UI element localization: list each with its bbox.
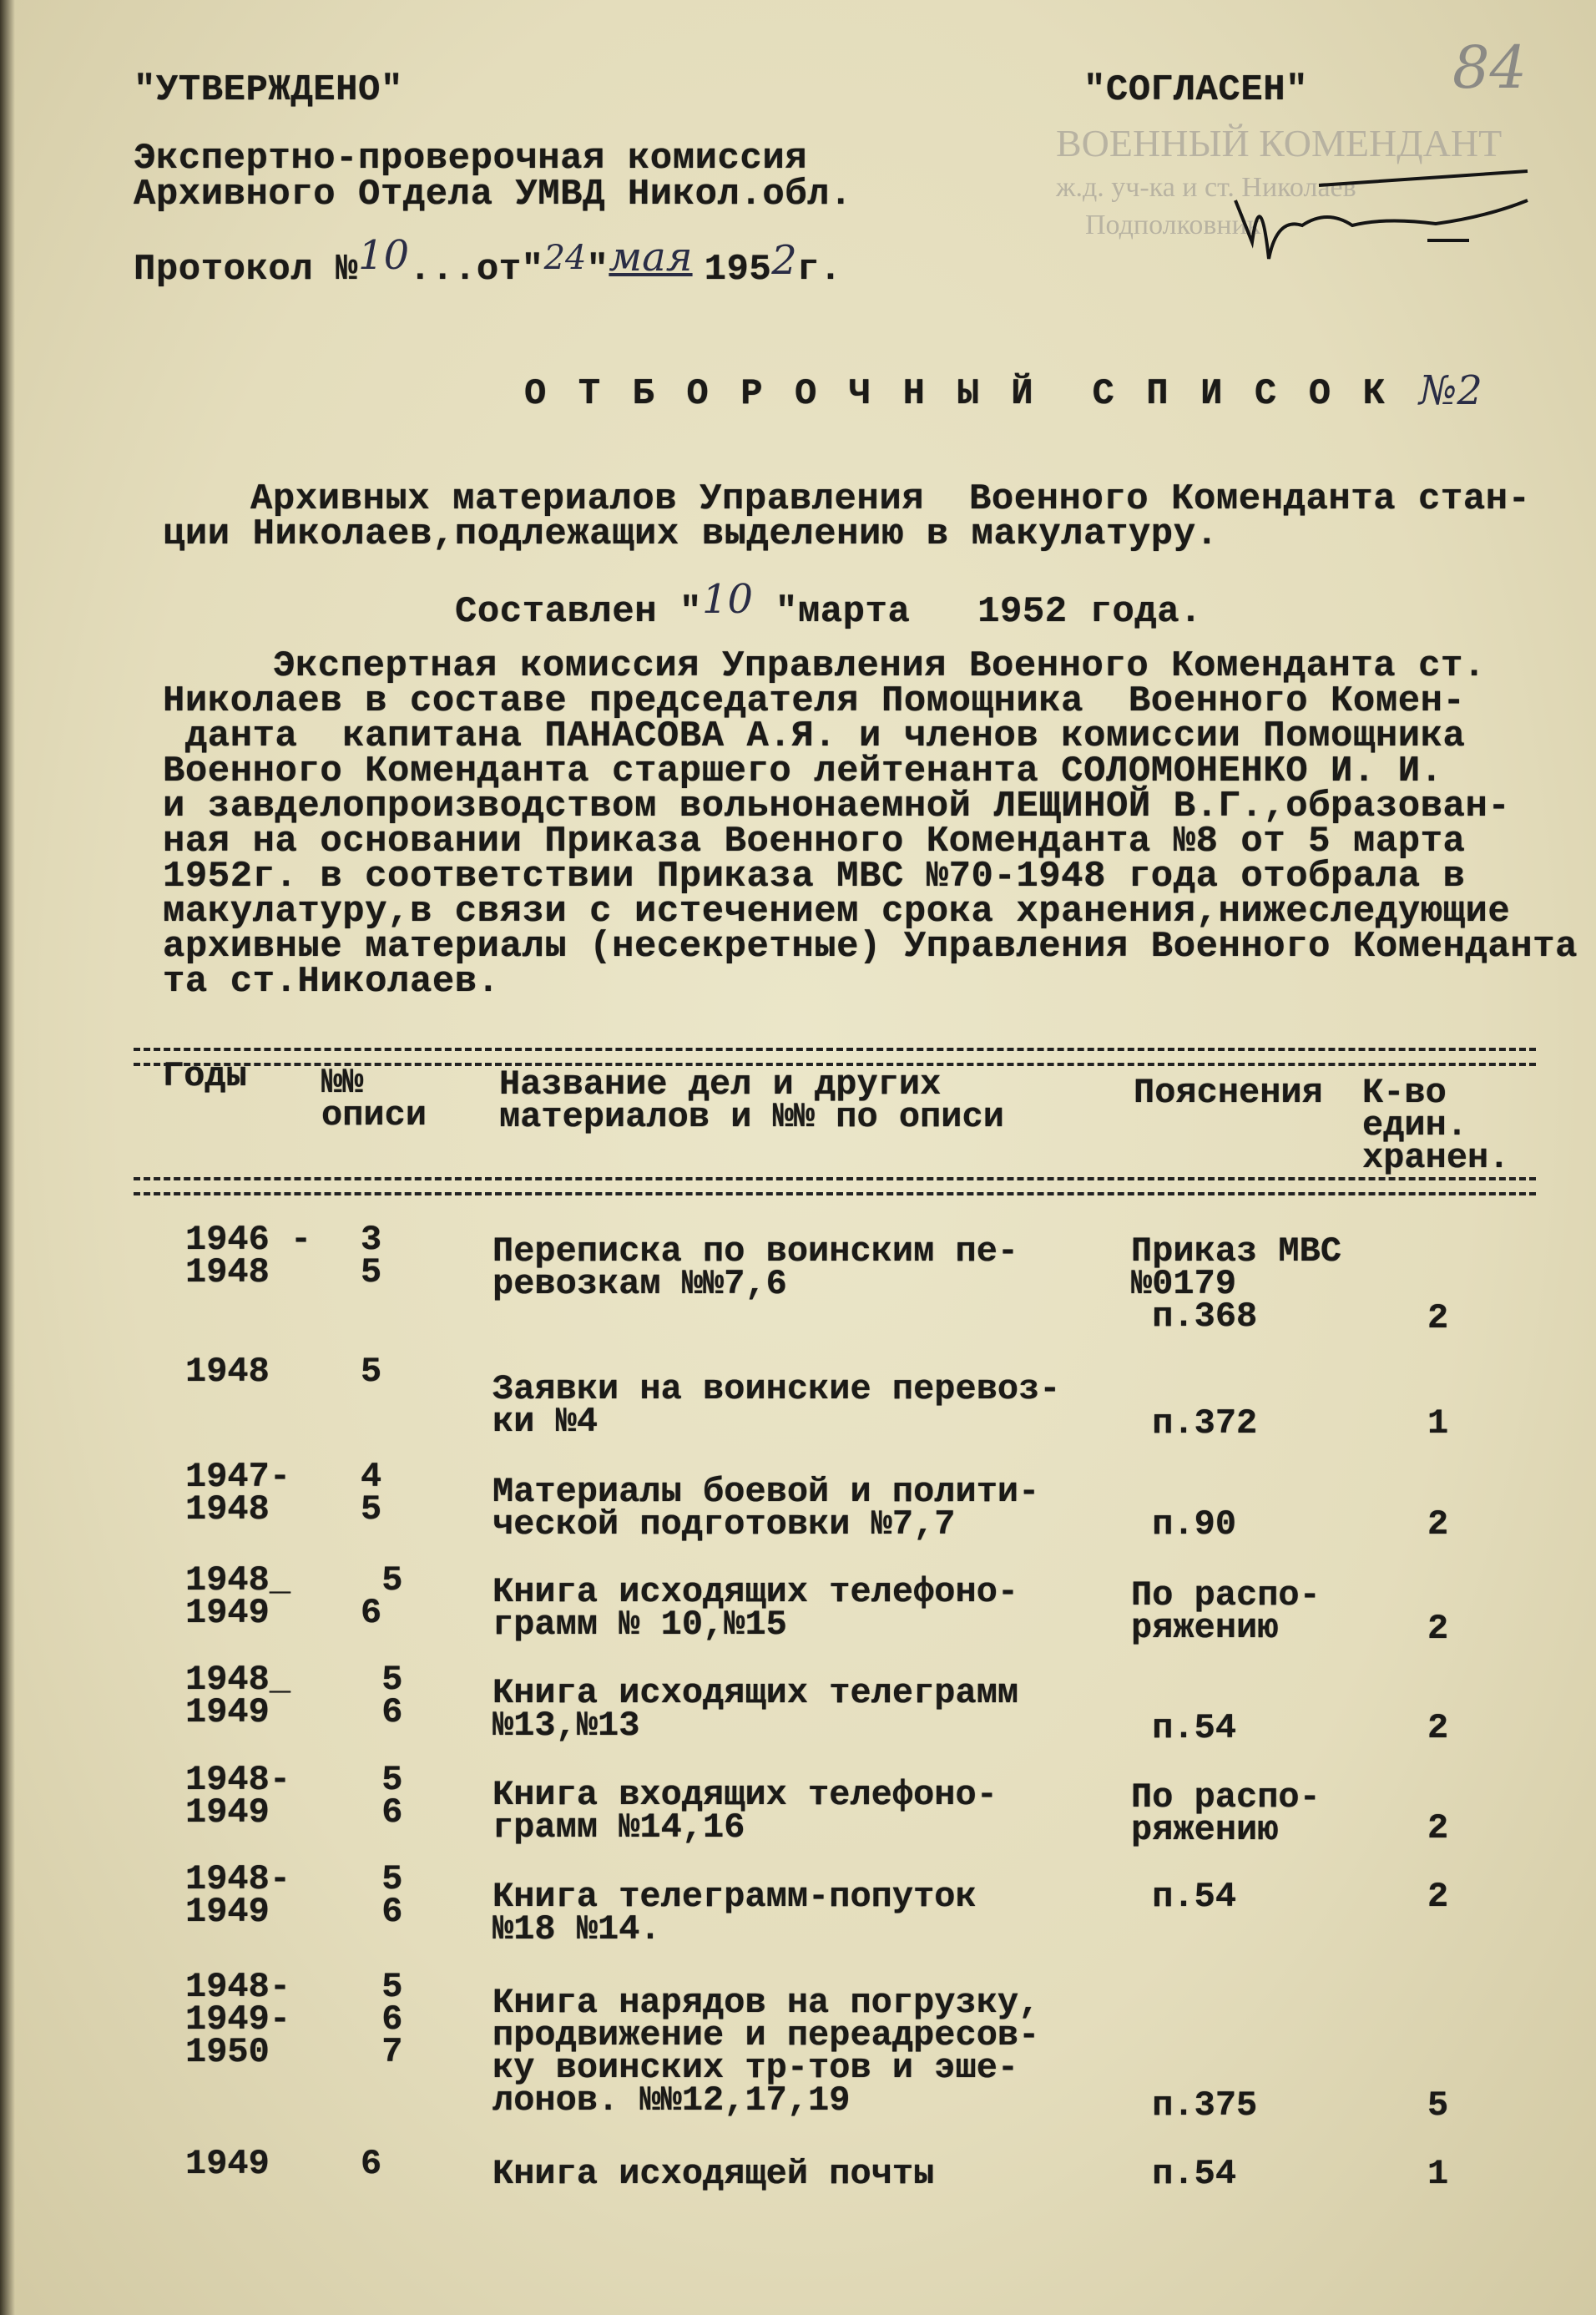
cell-notes: п.54 <box>1131 1877 1237 1917</box>
body-line: Военного Коменданта старшего лейтенанта СОЛОМОНЕНКО И. И. <box>163 751 1443 792</box>
cell-qty: 2 <box>1427 1708 1449 1748</box>
body-line: та ст.Николаев. <box>163 961 500 1003</box>
protocol-year-digit: 2 <box>771 237 797 284</box>
protocol-line <box>134 232 842 291</box>
subtitle-line-2: ции Николаев,подлежащих выделению в макулатуру. <box>163 513 1219 555</box>
body-line: ная на основании Приказа Военного Коменданта №8 от 5 марта <box>163 821 1466 862</box>
cell-inventory: 5 <box>361 1352 382 1392</box>
protocol-number: 10 <box>358 232 410 279</box>
cell-inventory: 4 5 <box>361 1457 382 1529</box>
cell-years: 1948- 1949 <box>185 1859 291 1932</box>
body-line: и завделопроизводством вольнонаемной ЛЕЩИНОЙ В.Г.,образован- <box>163 786 1511 827</box>
cell-notes: п.90 <box>1131 1504 1237 1544</box>
approved-label: "УТВЕРЖДЕНО" <box>134 69 403 111</box>
cell-title: Книга входящих телефоно- грамм №14,16 <box>492 1775 998 1847</box>
header-inventory: №№ описи <box>321 1063 427 1135</box>
body-line: Экспертная комиссия Управления Военного Коменданта ст. <box>273 645 1486 687</box>
protocol-year-suffix: г. <box>796 249 842 291</box>
subtitle-line-1: Архивных материалов Управления Военного Коменданта стан- <box>250 478 1531 520</box>
cell-inventory: 5 6 <box>361 1560 403 1633</box>
compiled-line <box>455 576 1203 633</box>
body-line: данта капитана ПАНАСОВА А.Я. и членов комиссии Помощника <box>163 715 1466 757</box>
stamp-line-2: ж.д. уч-ка и ст. Николаев <box>1056 172 1356 203</box>
cell-years: 1948_ 1949 <box>185 1660 291 1732</box>
signature <box>1219 167 1553 267</box>
cell-title: Заявки на воинские перевоз- ки №4 <box>492 1369 1061 1442</box>
cell-qty: 1 <box>1427 2154 1449 2194</box>
cell-title: Книга исходящих телефоно- грамм № 10,№15 <box>492 1572 1019 1645</box>
cell-qty: 2 <box>1427 1808 1449 1848</box>
protocol-year: 195 <box>704 249 772 291</box>
cell-notes: По распо- ряжению <box>1131 1777 1321 1850</box>
cell-qty: 2 <box>1427 1877 1449 1917</box>
cell-notes: Приказ МВС №0179 п.368 <box>1131 1231 1342 1337</box>
compiled-rest: "марта 1952 года. <box>753 591 1203 633</box>
cell-qty: 2 <box>1427 1609 1449 1649</box>
cell-inventory: 6 <box>361 2144 382 2184</box>
commission-line-1: Экспертно-проверочная комиссия <box>134 138 808 179</box>
header-notes: Пояснения <box>1134 1073 1323 1113</box>
cell-qty: 2 <box>1427 1298 1449 1338</box>
protocol-month: мая <box>609 234 693 281</box>
cell-years: 1948- 1949- 1950 <box>185 1967 291 2072</box>
cell-years: 1946 - 1948 <box>185 1220 312 1292</box>
cell-qty: 5 <box>1427 2085 1449 2125</box>
header-title: Название дел и других материалов и №№ по описи <box>499 1064 1004 1137</box>
stamp-line-1: ВОЕННЫЙ КОМЕНДАНТ <box>1056 122 1503 164</box>
compiled-day: 10 <box>701 576 754 623</box>
protocol-label: Протокол № <box>134 249 359 291</box>
stamp-line-3: Подполковник <box>1085 210 1261 240</box>
title-number: №2 <box>1419 367 1482 414</box>
cell-notes: По распо- ряжению <box>1131 1575 1321 1648</box>
cell-inventory: 5 6 <box>381 1859 403 1932</box>
page-number: 84 <box>1452 33 1528 102</box>
cell-years: 1948 <box>185 1352 270 1392</box>
protocol-day: 24 <box>543 239 587 277</box>
cell-inventory: 5 6 <box>381 1660 403 1732</box>
cell-title: Книга телеграмм-попуток №18 №14. <box>492 1877 977 1949</box>
cell-qty: 2 <box>1427 1504 1449 1544</box>
cell-inventory: 5 6 7 <box>381 1967 403 2072</box>
cell-inventory: 3 5 <box>361 1220 382 1292</box>
cell-notes: п.372 <box>1131 1403 1258 1443</box>
protocol-from: ...от" <box>409 249 544 291</box>
header-years: Годы <box>163 1056 247 1096</box>
document-title: О Т Б О Р О Ч Н Ы Й С П И С О К <box>524 373 1390 415</box>
cell-inventory: 5 6 <box>381 1760 403 1832</box>
body-line: Николаев в составе председателя Помощника Военного Комен- <box>163 680 1466 722</box>
body-line: 1952г. в соответствии Приказа МВС №70-1948 года отобрала в <box>163 856 1466 897</box>
cell-years: 1948- 1949 <box>185 1760 291 1832</box>
cell-years: 1947- 1948 <box>185 1457 291 1529</box>
compiled-prefix: Составлен " <box>455 591 702 633</box>
cell-years: 1948_ 1949 <box>185 1560 291 1633</box>
cell-notes: п.54 <box>1131 1708 1237 1748</box>
cell-notes: п.375 <box>1131 2085 1258 2125</box>
cell-title: Книга исходящей почты <box>492 2154 935 2194</box>
cell-title: Материалы боевой и полити- ческой подготовки №7,7 <box>492 1472 1040 1544</box>
header-qty: К-во един. хранен. <box>1362 1073 1510 1178</box>
cell-notes: п.54 <box>1131 2154 1237 2194</box>
cell-title: Переписка по воинским пе- ревозкам №№7,6 <box>492 1231 1019 1304</box>
page-edge-shadow <box>0 0 15 2315</box>
body-line: макулатуру,в связи с истечением срока хранения,нижеследующие <box>163 891 1511 933</box>
cell-qty: 1 <box>1427 1403 1449 1443</box>
cell-title: Книга исходящих телеграмм №13,№13 <box>492 1673 1019 1746</box>
cell-title: Книга нарядов на погрузку, продвижение и переадресов- ку воинских тр-тов и эше- лонов. №№12,17,19 <box>492 1983 1040 2120</box>
table-bottom-separator <box>134 1177 1536 1195</box>
protocol-quote: " <box>586 249 609 291</box>
commission-line-2: Архивного Отдела УМВД Никол.обл. <box>134 174 852 215</box>
body-line: архивные материалы (несекретные) Управления Военного Коменданта <box>163 926 1578 968</box>
agreed-label: "СОГЛАСЕН" <box>1083 69 1309 111</box>
cell-years: 1949 <box>185 2144 270 2184</box>
